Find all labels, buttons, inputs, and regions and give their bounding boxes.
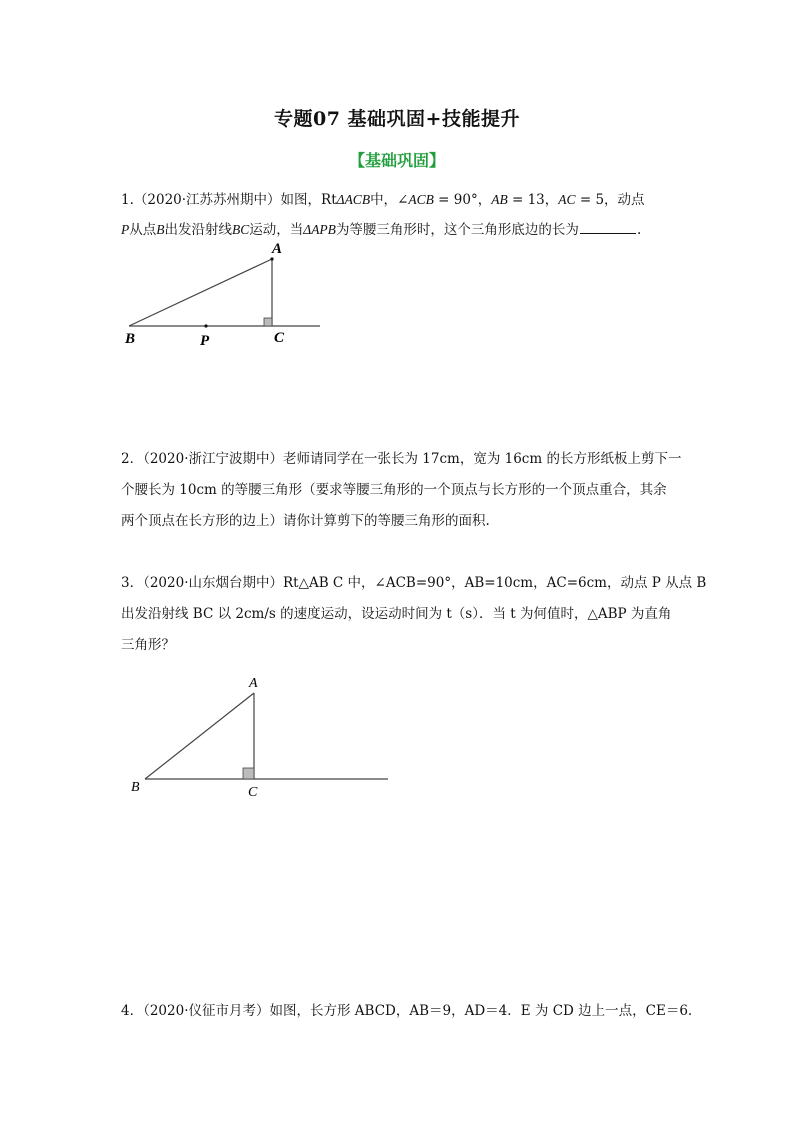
question-2-line-1: 2．（2020·浙江宁波期中）老师请同学在一张长为 17cm，宽为 16cm 的长方形纸板上剪下一 [121,451,682,467]
fig2-right-angle-mark [243,768,254,779]
fig2-label-c: C [248,785,258,800]
question-2-line-3: 两个顶点在长方形的边上）请你计算剪下的等腰三角形的面积. [121,513,490,529]
page-title: 专题07 基础巩固+技能提升 [274,108,520,130]
fig1-label-c: C [274,330,285,346]
fig1-point-p [204,324,207,327]
question-1-line-2: P从点B出发沿射线BC运动，当ΔAPB为等腰三角形时，这个三角形底边的长为 . [121,222,642,238]
question-3-line-1: 3．（2020·山东烟台期中）Rt△AB C 中，∠ACB=90°，AB=10cm，AC=6cm，动点 P 从点 B [121,575,707,591]
fig1-label-b: B [125,331,136,347]
fig1-point-a [270,257,273,260]
question-2-line-2: 个腰长为 10cm 的等腰三角形（要求等腰三角形的一个顶点与长方形的一个顶点重合，其余 [121,482,667,498]
fig2-label-a: A [249,676,258,691]
fig2-label-b: B [131,780,140,795]
question-1-line-1: 1.（2020·江苏苏州期中）如图，RtΔACB中，∠ACB = 90°，AB = 13，AC = 5，动点 [121,192,645,208]
fig1-label-a: A [272,241,283,257]
question-3-line-2: 出发沿射线 BC 以 2cm/s 的速度运动，设运动时间为 t（s）．当 t 为何值时，△ABP 为直角 [121,606,672,622]
section-heading: 【基础巩固】 [348,151,445,170]
fig1-segment-ab [129,259,272,326]
question-3-line-3: 三角形？ [121,637,175,653]
q1-source: （2020·江苏苏州期中） [133,192,281,208]
fig1-right-angle-mark [264,318,272,326]
fig2-segment-ab [145,693,254,779]
question-4-line-1: 4．（2020·仪征市月考）如图，长方形 ABCD，AB＝9，AD＝4．E 为 CD 边上一点，CE＝6. [121,1003,693,1019]
q1-number: 1. [121,192,134,208]
fig1-label-p: P [200,333,210,349]
